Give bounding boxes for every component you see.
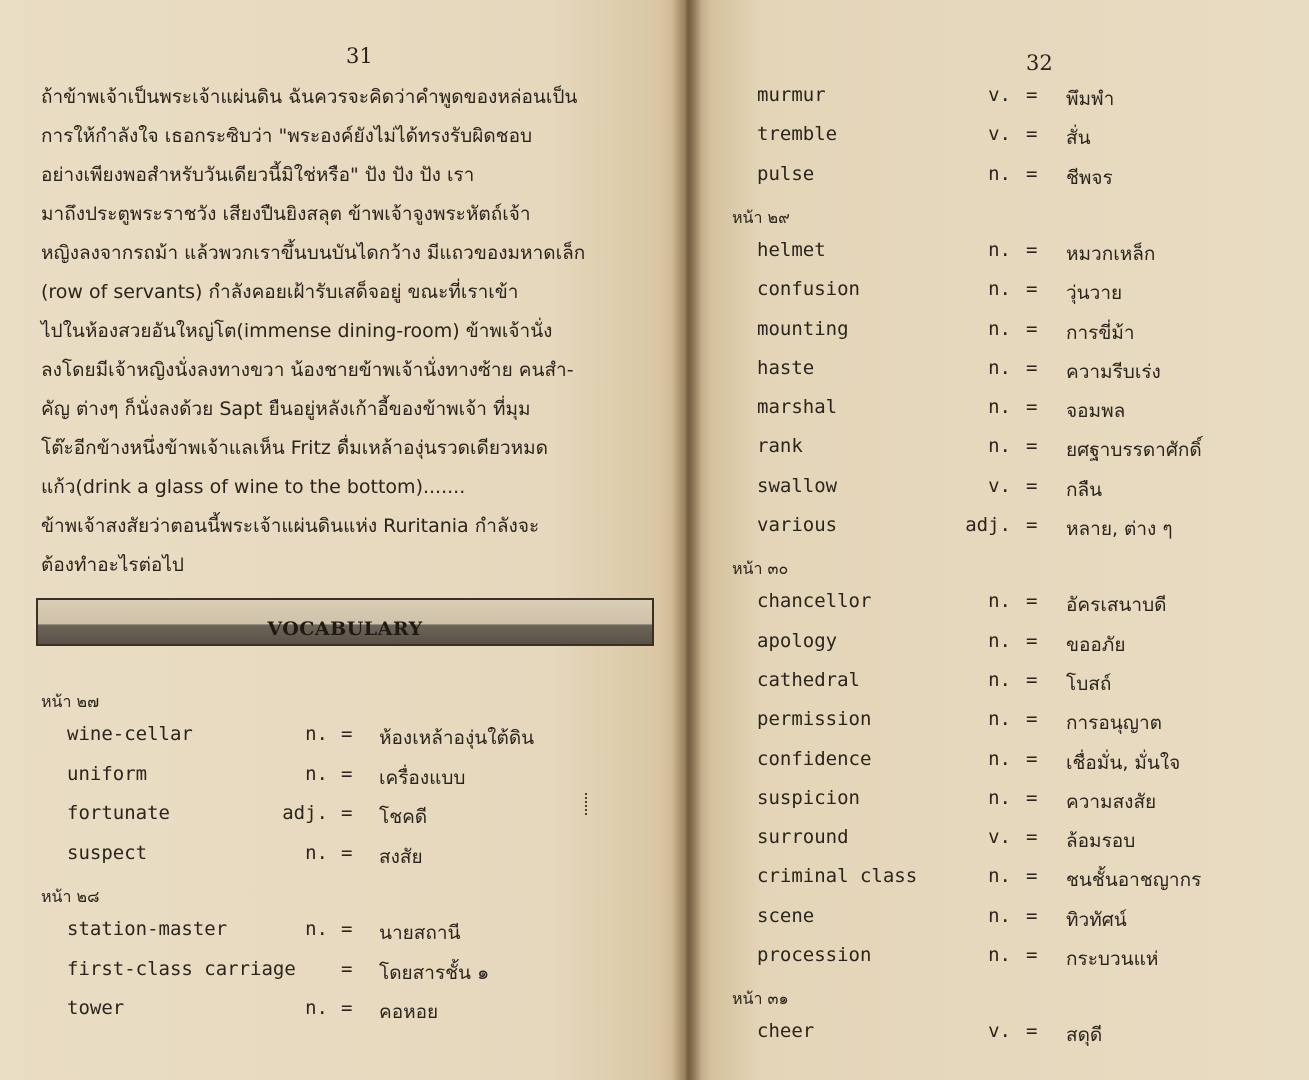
vocabulary-banner [36,598,654,646]
equals-sign: = [1026,238,1038,261]
word: helmet [757,238,826,261]
part-of-speech: n. [988,708,1011,731]
word: rank [757,435,803,458]
word: various [757,514,838,536]
part-of-speech: n. [988,668,1011,691]
equals-sign: = [1026,747,1038,770]
part-of-speech: n. [988,435,1011,458]
equals-sign: = [1026,786,1038,809]
part-of-speech: n. [305,723,328,745]
right-page [686,0,1309,1080]
equals-sign: = [341,802,353,824]
equals-sign: = [341,841,353,864]
word: first-class carriage [67,957,296,980]
meaning: วุ่นวาย [1066,282,1123,305]
part-of-speech: n. [988,629,1011,652]
equals-sign: = [1026,629,1038,652]
section-heading: หน้า ๓๐ [732,559,789,579]
paragraph-line: คัญ ต่างๆ ก็นั่งลงด้วย Sapt ยืนอยู่หลังเก้าอี้ของข้าพเจ้า ที่มุม [41,398,531,420]
book-spine [672,0,702,1080]
meaning: หลาย, ต่าง ๆ [1066,518,1173,540]
meaning: อัครเสนาบดี [1066,594,1167,617]
part-of-speech: n. [988,865,1011,888]
part-of-speech: n. [988,396,1011,419]
paragraph-line: โต๊ะอีกข้างหนึ่งข้าพเจ้าแลเห็น Fritz ดื่มเหล้าองุ่นรวดเดียวหมด [41,437,549,459]
meaning: จอมพล [1066,400,1126,423]
print-speck [585,793,590,815]
word: uniform [67,762,148,785]
page-number: 31 [346,44,373,68]
word: tower [67,997,125,1019]
word: permission [757,708,872,731]
meaning: โชคดี [379,806,428,828]
meaning: ชีพจร [1066,166,1113,189]
meaning: คอหอย [379,1001,439,1023]
equals-sign: = [1026,944,1038,966]
word: suspicion [757,786,860,809]
part-of-speech: n. [988,944,1011,966]
part-of-speech: n. [988,786,1011,809]
part-of-speech: n. [988,162,1011,185]
equals-sign: = [341,997,353,1019]
word: procession [757,944,872,966]
meaning: ขออภัย [1066,633,1126,656]
equals-sign: = [341,957,353,980]
page-number: 32 [1026,51,1053,75]
part-of-speech: n. [305,997,328,1019]
vocabulary-title: VOCABULARY [267,618,423,640]
meaning: หมวกเหล็ก [1066,242,1156,265]
meaning: โบสถ์ [1066,672,1112,695]
part-of-speech: adj. [965,514,1011,536]
part-of-speech: n. [305,841,328,864]
part-of-speech: n. [305,762,328,785]
meaning: ยศฐาบรรดาศักดิ์ [1066,439,1202,462]
word: swallow [757,474,838,497]
meaning: ชนชั้นอาชญากร [1066,869,1202,892]
meaning: โดยสารชั้น ๑ [379,961,490,984]
part-of-speech: n. [988,590,1011,613]
part-of-speech: n. [305,918,328,940]
equals-sign: = [1026,84,1038,106]
section-heading: หน้า ๓๑ [732,989,789,1009]
equals-sign: = [1026,474,1038,497]
part-of-speech: adj. [282,802,328,824]
equals-sign: = [1026,708,1038,731]
part-of-speech: v. [988,826,1011,849]
paragraph-line: ไปในห้องสวยอันใหญ่โต(immense dining-room) ข้าพเจ้านั่ง [41,320,553,342]
equals-sign: = [1026,904,1038,927]
meaning: การขี่ม้า [1066,321,1135,344]
word: pulse [757,162,815,185]
meaning: สดุดี [1066,1024,1103,1047]
paragraph-line: ข้าพเจ้าสงสัยว่าตอนนี้พระเจ้าแผ่นดินแห่ง Ruritania กำลังจะ [41,515,540,537]
part-of-speech: n. [988,278,1011,301]
equals-sign: = [1026,826,1038,849]
meaning: เครื่องแบบ [379,766,466,789]
paragraph-line: อย่างเพียงพอสำหรับวันเดียวนี้มิใช่หรือ" ปัง ปัง ปัง เรา [41,164,475,186]
meaning: เชื่อมั่น, มั่นใจ [1066,751,1181,774]
equals-sign: = [341,918,353,940]
word: mounting [757,317,849,340]
word: confusion [757,278,860,301]
equals-sign: = [1026,435,1038,458]
part-of-speech: n. [988,747,1011,770]
section-heading: หน้า ๒๘ [41,887,100,906]
word: confidence [757,747,872,770]
paragraph-line: หญิงลงจากรถม้า แล้วพวกเราขึ้นบนบันไดกว้าง มีแถวของมหาดเล็ก [41,242,586,264]
equals-sign: = [1026,317,1038,340]
meaning: สั่น [1066,127,1091,150]
word: criminal class [757,865,918,888]
word: wine-cellar [67,723,193,745]
word: cathedral [757,668,860,691]
equals-sign: = [1026,514,1038,536]
part-of-speech: v. [988,474,1011,497]
word: murmur [757,84,826,106]
word: tremble [757,123,838,146]
equals-sign: = [1026,1020,1038,1043]
word: surround [757,826,849,849]
part-of-speech: v. [988,84,1011,106]
word: marshal [757,396,838,419]
meaning: การอนุญาต [1066,712,1162,735]
equals-sign: = [1026,590,1038,613]
part-of-speech: n. [988,317,1011,340]
equals-sign: = [1026,278,1038,301]
word: haste [757,356,815,379]
meaning: ความสงสัย [1066,790,1157,813]
meaning: ล้อมรอบ [1066,830,1136,853]
paragraph-line: การให้กำลังใจ เธอกระซิบว่า "พระองค์ยังไม่ได้ทรงรับผิดชอบ [41,125,533,147]
part-of-speech: n. [988,238,1011,261]
equals-sign: = [1026,396,1038,419]
meaning: นายสถานี [379,922,461,944]
meaning: กระบวนแห่ [1066,948,1159,970]
part-of-speech: v. [988,1020,1011,1043]
paragraph-line: แก้ว(drink a glass of wine to the bottom)....... [41,476,466,498]
section-heading: หน้า ๒๙ [732,207,790,227]
paragraph-line: ถ้าข้าพเจ้าเป็นพระเจ้าแผ่นดิน ฉันควรจะคิดว่าคำพูดของหล่อนเป็น [41,86,578,108]
equals-sign: = [1026,123,1038,146]
word: cheer [757,1020,815,1043]
word: fortunate [67,802,170,824]
word: chancellor [757,590,872,613]
word: station-master [67,918,228,940]
paragraph-line: ลงโดยมีเจ้าหญิงนั่งลงทางขวา น้องชายข้าพเจ้านั่งทางซ้าย คนสำ- [41,359,574,381]
equals-sign: = [341,762,353,785]
meaning: พึมพำ [1066,88,1115,110]
part-of-speech: v. [988,123,1011,146]
part-of-speech: n. [988,356,1011,379]
section-heading: หน้า ๒๗ [41,692,100,711]
equals-sign: = [1026,162,1038,185]
meaning: กลืน [1066,478,1103,501]
meaning: สงสัย [379,845,423,868]
meaning: ความรีบเร่ง [1066,360,1161,383]
equals-sign: = [1026,668,1038,691]
equals-sign: = [341,723,353,745]
meaning: ห้องเหล้าองุ่นใต้ดิน [379,727,535,749]
word: apology [757,629,838,652]
paragraph-line: (row of servants) กำลังคอยเฝ้ารับเสด็จอยู่ ขณะที่เราเข้า [41,281,519,303]
equals-sign: = [1026,356,1038,379]
paragraph-line: ต้องทำอะไรต่อไป [41,554,184,576]
equals-sign: = [1026,865,1038,888]
word: suspect [67,841,148,864]
meaning: ทิวทัศน์ [1066,908,1127,931]
paragraph-line: มาถึงประตูพระราชวัง เสียงปืนยิงสลุต ข้าพเจ้าจูงพระหัตถ์เจ้า [41,203,531,225]
part-of-speech: n. [988,904,1011,927]
word: scene [757,904,815,927]
